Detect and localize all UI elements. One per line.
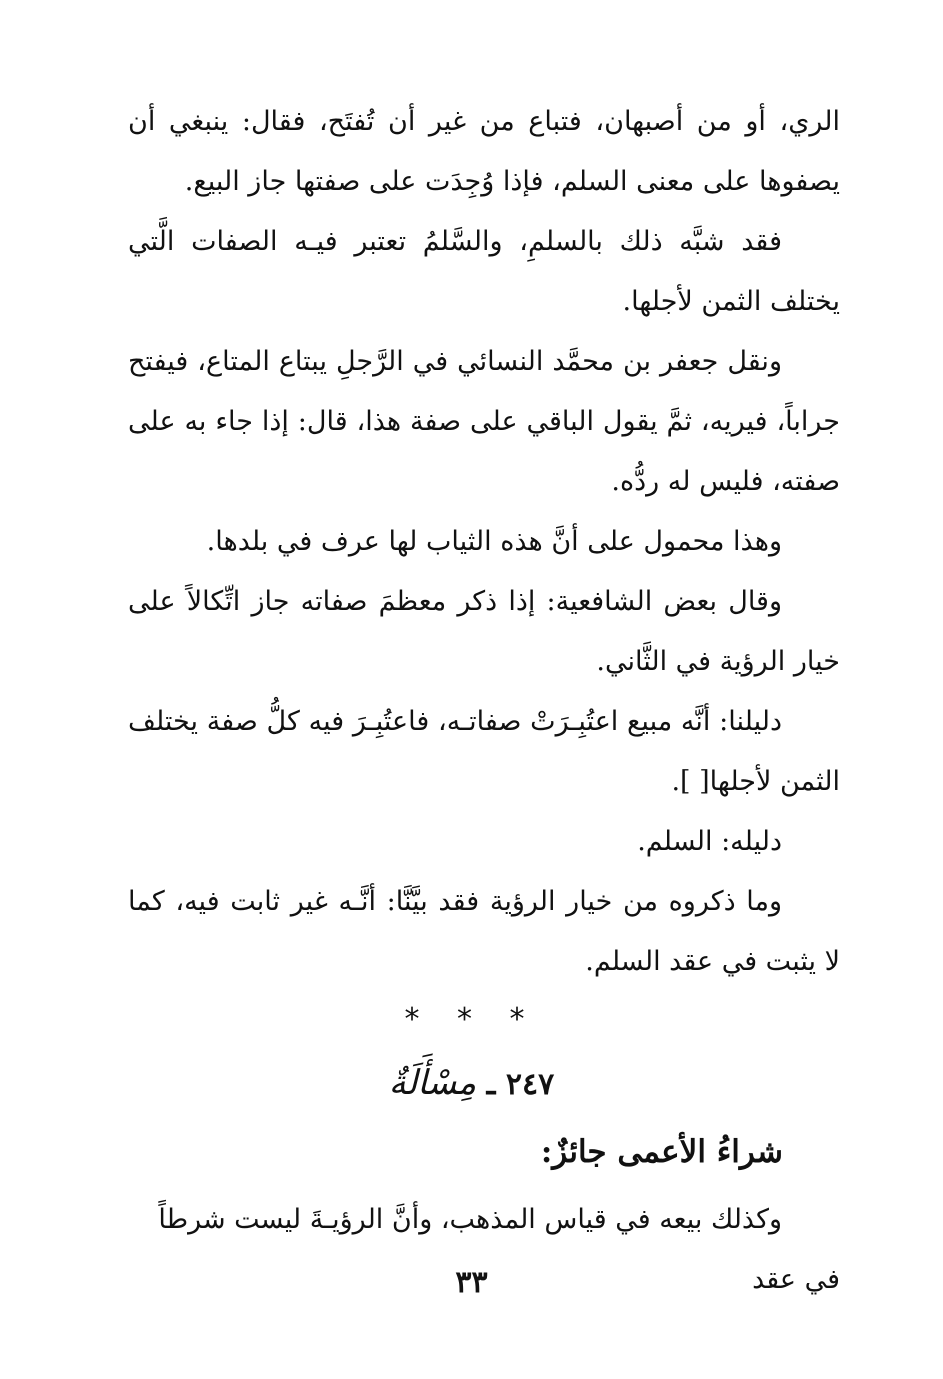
section-subheading: شراءُ الأعمى جائزٌ: — [540, 1134, 783, 1170]
paragraph-5: وقال بعض الشافعية: إذا ذكر معظمَ صفاته جاز اتِّكالاً على خيار الرؤية في الثَّاني. — [128, 586, 840, 677]
issue-dash: ـ — [486, 1067, 496, 1102]
issue-word: مِسْأَلَةٌ — [388, 1063, 477, 1103]
paragraph-4: وهذا محمول على أنَّ هذه الثياب لها عرف في بلدها. — [206, 526, 782, 557]
last-line: وكذلك بيعه في قياس المذهب، وأنَّ الرؤيـةَ ليست شرطاً في عقد — [158, 1204, 840, 1295]
paragraph-6: دليلنا: أنَّه مبيع اعتُبِـرَتْ صفاتـه، فاعتُبِـرَ فيه كلُّ صفة يختلف الثمن لأجلها[ ]. — [128, 706, 840, 797]
paragraph-3: ونقل جعفر بن محمَّد النسائي في الرَّجلِ يبتاع المتاع، فيفتح جراباً، فيريه، ثمَّ يقول الباقي على صفة هذا، قال: إذا جاء به على صفته، فليس له ردُّه. — [128, 346, 840, 497]
paragraph-8: وما ذكروه من خيار الرؤية فقد بيَّنَّا: أنَّـه غير ثابت فيه، كما لا يثبت في عقد السلم. — [128, 886, 840, 977]
body-text — [128, 92, 840, 992]
issue-heading — [0, 1058, 943, 1110]
paragraph-2: فقد شبَّه ذلك بالسلمِ، والسَّلمُ تعتبر فيـه الصفات الَّتي يختلف الثمن لأجلها. — [128, 226, 840, 317]
issue-number: ٢٤٧ — [505, 1067, 555, 1102]
paragraph-7: دليله: السلم. — [637, 826, 782, 857]
paragraph-1: الري، أو من أصبهان، فتباع من غير أن تُفتَح، فقال: ينبغي أن يصفوها على معنى السلم، فإذا وُجِدَت على صفتها جاز البيع. — [128, 106, 840, 197]
page-number: ٣٣ — [455, 1265, 488, 1300]
section-separator: * * * — [404, 1002, 539, 1037]
